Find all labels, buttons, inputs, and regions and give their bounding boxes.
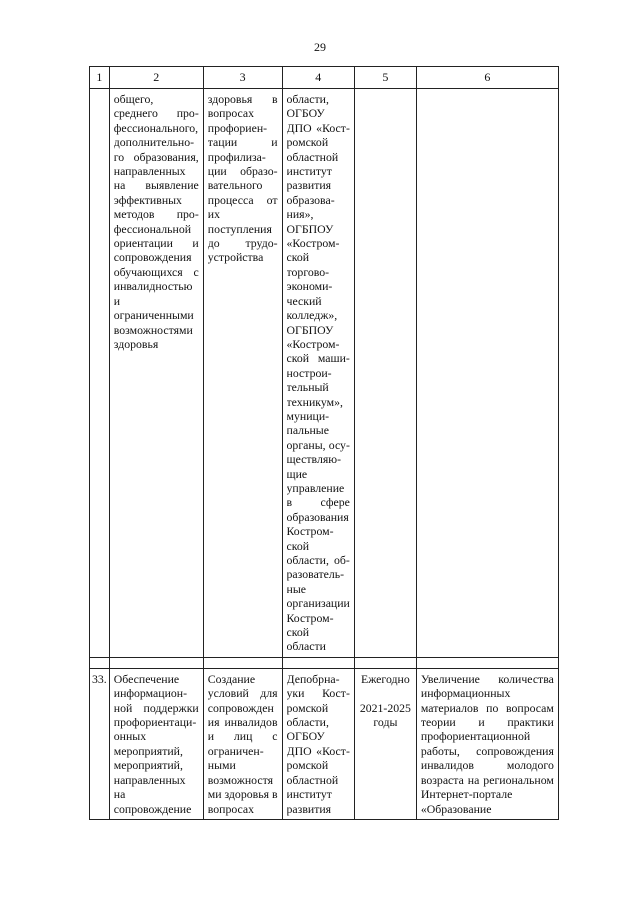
cell-line: их (207, 207, 220, 222)
period-cell (354, 668, 416, 819)
cell-line: тельный (286, 380, 329, 395)
goal-cell (203, 89, 282, 658)
cell-line: ОГБПОУ (286, 322, 334, 337)
cell-line: фессиональной (113, 221, 192, 236)
cell-line: профориен- (207, 120, 268, 135)
cell-line: эффективных (113, 192, 182, 207)
cell-line: «Образование (420, 801, 492, 816)
cell-line: тации и (207, 135, 278, 150)
cell-line: областной (286, 772, 339, 787)
cell-line: на выявление (113, 178, 199, 193)
cell-line: области (286, 639, 326, 654)
header-row (90, 67, 559, 89)
header-col-5: 5 (354, 67, 416, 89)
cell-line: ществляю- (286, 452, 342, 467)
cell-line: мероприятий, (113, 758, 183, 773)
cell-line: в сфере (286, 495, 350, 510)
cell-line: информацион- (113, 686, 188, 701)
cell-line: и (113, 293, 121, 308)
cell-line: сопровождения (113, 250, 192, 265)
goal-cell (203, 668, 282, 819)
cell-line: материалов по вопросам (420, 700, 554, 715)
cell-line: Костром- (286, 610, 334, 625)
cell-line: вопросах (207, 801, 255, 816)
cell-line: профориентационной (420, 729, 531, 744)
cell-line: ческий (286, 293, 322, 308)
cell-line: Интернет-портале (420, 787, 513, 802)
header-col-3: 3 (203, 67, 282, 89)
period-cell (354, 89, 416, 658)
cell-line: ия инвалидов (207, 715, 278, 730)
cell-line: ОГБПОУ (286, 221, 334, 236)
cell-line: ции образо- (207, 164, 278, 179)
cell-line: разователь- (286, 567, 345, 582)
cell-line: «Костром- (286, 236, 340, 251)
cell-line: области, (286, 92, 329, 106)
result-cell (416, 89, 558, 658)
activity-cell (109, 89, 203, 658)
cell-line: пальные (286, 423, 329, 438)
measures-table (89, 66, 559, 820)
cell-line: ными (207, 758, 236, 773)
cell-line: развития (286, 801, 332, 816)
cell-line: ДПО «Кост- (286, 743, 350, 758)
cell-line: ДПО «Кост- (286, 120, 350, 135)
cell-line: направленных (113, 164, 186, 179)
cell-line: ромской (286, 135, 329, 150)
cell-line: фессионального, (113, 120, 199, 135)
cell-line: инвалидов молодого (420, 758, 554, 773)
cell-line: организации (286, 596, 350, 611)
cell-line: ограничен- (207, 743, 264, 758)
cell-line: на (113, 787, 126, 802)
cell-line: ограниченными (113, 308, 194, 323)
cell-line: ориентации и (113, 236, 199, 251)
cell-line: ской (286, 538, 310, 553)
cell-line: образова- (286, 192, 335, 207)
cell-line: институт (286, 787, 332, 802)
cell-line: возможностя (207, 772, 274, 787)
row-number-cell (90, 89, 110, 658)
cell-line: устройства (207, 250, 264, 265)
cell-line: Обеспечение (113, 671, 180, 686)
cell-line: колледж», (286, 308, 338, 323)
cell-line: инвалидностью (113, 279, 193, 294)
cell-line: обучающихся с (113, 264, 199, 279)
cell-line: области, об- (286, 553, 350, 567)
cell-line: ОГБОУ (286, 729, 325, 744)
table-row-continued (90, 89, 559, 658)
cell-line: ской (286, 625, 310, 640)
page-number: 29 (314, 40, 326, 54)
cell-line: ской (286, 250, 310, 265)
cell-line: методов про- (113, 207, 199, 222)
cell-line: «Костром- (286, 336, 340, 351)
cell-line: среднего про- (113, 106, 199, 121)
row-gap (90, 657, 559, 668)
cell-line: работы, сопровождения (420, 743, 554, 758)
result-cell (416, 668, 558, 819)
cell-line: и лиц с (207, 729, 278, 744)
cell-line: дополнительно- (113, 135, 195, 150)
cell-line: Увеличение количества (420, 671, 554, 686)
cell-line: общего, (113, 92, 154, 106)
cell-line: уки Кост- (286, 686, 350, 701)
cell-line: техникум», (286, 394, 343, 409)
cell-line: 2021-2025 (359, 700, 411, 715)
executors-cell (282, 89, 354, 658)
cell-line: торгово- (286, 264, 330, 279)
cell-line: щие (286, 466, 308, 481)
cell-line: сопровождение (113, 801, 192, 816)
cell-line: онных (113, 729, 147, 744)
cell-line: ния», (286, 207, 314, 222)
cell-line: до трудо- (207, 236, 278, 251)
header-col-6: 6 (416, 67, 558, 89)
cell-line: управление (286, 480, 345, 495)
cell-line: го образования, (113, 149, 199, 164)
activity-cell (109, 668, 203, 819)
cell-line: экономи- (286, 279, 333, 294)
cell-line: профилиза- (207, 149, 266, 164)
cell-line: мероприятий, (113, 743, 183, 758)
cell-line: Костром- (286, 524, 334, 539)
header-col-2: 2 (109, 67, 203, 89)
cell-line: здоровья в (207, 92, 278, 106)
cell-line: Депобрна- (286, 671, 340, 686)
cell-line: процесса от (207, 192, 278, 207)
cell-line: органы, осу- (286, 437, 350, 452)
cell-line: профориентаци- (113, 715, 197, 730)
header-col-4: 4 (282, 67, 354, 89)
cell-line: области, (286, 715, 329, 730)
cell-line: информационных (420, 686, 511, 701)
cell-line: развития (286, 178, 332, 193)
cell-line: годы (373, 715, 398, 730)
cell-line: возможностями (113, 322, 193, 337)
cell-line: теории и практики (420, 715, 554, 730)
cell-line: ской маши- (286, 351, 350, 366)
cell-line: направленных (113, 772, 186, 787)
table-row-33 (90, 668, 559, 819)
cell-line: Создание (207, 671, 256, 686)
cell-line: ромской (286, 700, 329, 715)
cell-line: возраста на региональном (420, 772, 554, 787)
cell-line: сопровожден (207, 700, 274, 715)
cell-line: институт (286, 164, 332, 179)
cell-line (359, 686, 412, 700)
row-number-cell: 33. (90, 668, 110, 819)
cell-line: ные (286, 581, 307, 596)
cell-line: условий для (207, 686, 278, 701)
cell-line: ромской (286, 758, 329, 773)
executors-cell (282, 668, 354, 819)
cell-line: здоровья (113, 336, 159, 351)
cell-line: Ежегодно (360, 671, 410, 686)
cell-line: ОГБОУ (286, 106, 325, 121)
cell-line: ми здоровья в (207, 787, 278, 802)
cell-line: образования (286, 509, 349, 524)
cell-line: нострои- (286, 365, 332, 380)
cell-line: вательного (207, 178, 263, 193)
cell-line: поступления (207, 221, 272, 236)
cell-line: муници- (286, 408, 330, 423)
header-col-1: 1 (90, 67, 110, 89)
cell-line: областной (286, 149, 339, 164)
cell-line: вопросах (207, 106, 255, 121)
cell-line: ной поддержки (113, 700, 199, 715)
